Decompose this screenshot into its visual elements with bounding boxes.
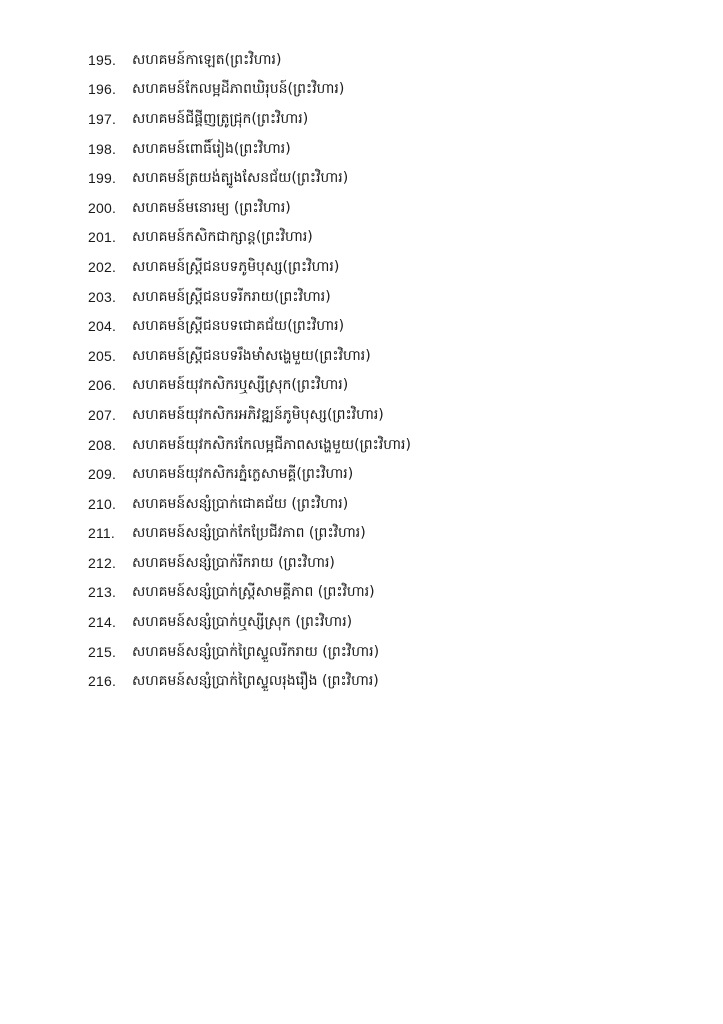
item-number: 195.	[88, 51, 117, 68]
list-item	[88, 666, 688, 696]
item-number: 211.	[88, 525, 116, 542]
item-text: សហគមន៍សន្សំប្រាក់ឬស្សីស្រុក (ព្រះវិហារ)	[132, 614, 353, 631]
item-text: សហគមន៍សន្សំប្រាក់ព្រៃស្ទួលរីករាយ (ព្រះវិហារ)	[132, 643, 380, 660]
community-list	[88, 45, 688, 696]
list-item	[88, 519, 688, 549]
item-number: 210.	[88, 495, 117, 512]
item-number: 207.	[88, 406, 117, 423]
list-item	[88, 607, 688, 637]
list-item	[88, 548, 688, 578]
item-text: សហគមន៍សន្សំប្រាក់កែប្រែជីវភាព (ព្រះវិហារ)	[132, 525, 366, 542]
list-item	[88, 489, 688, 519]
item-number: 202.	[88, 258, 117, 275]
item-number: 200.	[88, 199, 117, 216]
item-text: សហគមន៍ត្រយង់ត្បូងសែនជ័យ(ព្រះវិហារ)	[132, 170, 349, 187]
item-text: សហគមន៍កសិកជាក្សាន្ត(ព្រះវិហារ)	[132, 229, 313, 246]
list-item	[88, 311, 688, 341]
item-text: សហគមន៍សន្សំប្រាក់ស្ត្រីសាមគ្គីភាព (ព្រះវិហារ)	[132, 584, 375, 601]
item-number: 216.	[88, 673, 117, 690]
item-text: សហគមន៍សន្សំប្រាក់រីករាយ (ព្រះវិហារ)	[132, 554, 335, 571]
list-item	[88, 134, 688, 164]
list-item	[88, 75, 688, 105]
item-number: 204.	[88, 318, 117, 335]
item-number: 208.	[88, 436, 117, 453]
item-number: 198.	[88, 140, 117, 157]
list-item	[88, 637, 688, 667]
list-item	[88, 223, 688, 253]
item-number: 215.	[88, 643, 117, 660]
item-number: 197.	[88, 110, 117, 127]
item-text: សហគមន៍ស្ត្រីជនបទភូមិបុស្ស(ព្រះវិហារ)	[132, 258, 340, 275]
item-number: 213.	[88, 584, 117, 601]
item-text: សហគមន៍ស្ត្រីជនបទជោគជ័យ(ព្រះវិហារ)	[132, 318, 345, 335]
item-text: សហគមន៍យុវកសិករអភិវឌ្ឍន៍ភូមិបុស្ស(ព្រះវិហារ)	[132, 406, 384, 423]
item-number: 209.	[88, 466, 117, 483]
item-number: 206.	[88, 377, 117, 394]
list-item	[88, 578, 688, 608]
item-text: សហគមន៍សន្សំប្រាក់ព្រៃស្ទួលរុងរឿង (ព្រះវិហារ)	[132, 673, 379, 690]
list-item	[88, 163, 688, 193]
list-item	[88, 45, 688, 75]
item-number: 205.	[88, 347, 117, 364]
item-number: 203.	[88, 288, 117, 305]
list-item	[88, 282, 688, 312]
list-item	[88, 459, 688, 489]
item-text: សហគមន៍កាឡេត(ព្រះវិហារ)	[132, 51, 282, 68]
item-text: សហគមន៍សន្សំប្រាក់ជោគជ័យ (ព្រះវិហារ)	[132, 495, 349, 512]
list-item	[88, 371, 688, 401]
list-item	[88, 104, 688, 134]
list-item	[88, 400, 688, 430]
item-text: សហគមន៍ពោធិ៍រៀង(ព្រះវិហារ)	[132, 140, 291, 157]
item-number: 214.	[88, 614, 117, 631]
item-text: សហគមន៍ស្ត្រីជនបទរីករាយ(ព្រះវិហារ)	[132, 288, 331, 305]
item-text: សហគមន៍យុវកសិករឬស្សីស្រុក(ព្រះវិហារ)	[132, 377, 349, 394]
list-item	[88, 252, 688, 282]
item-text: សហគមន៍ស្ត្រីជនបទរឹងមាំសង្ហេមួយ(ព្រះវិហារ)	[132, 347, 371, 364]
item-number: 201.	[88, 229, 117, 246]
item-text: សហគមន៍យុវកសិករភ្នំកេ្លសាមគ្គី(ព្រះវិហារ)	[132, 466, 354, 483]
item-text: សហគមន៍ជីផ្គីញត្រូជ្រុក(ព្រះវិហារ)	[132, 110, 309, 127]
item-number: 212.	[88, 554, 117, 571]
list-item	[88, 341, 688, 371]
item-text: សហគមន៍មនោរម្យ (ព្រះវិហារ)	[132, 199, 291, 216]
item-number: 196.	[88, 81, 117, 98]
list-item	[88, 430, 688, 460]
item-number: 199.	[88, 170, 117, 187]
list-item	[88, 193, 688, 223]
item-text: សហគមន៍កែលម្អដីភាពឃិរុបន៍(ព្រះវិហារ)	[132, 81, 345, 98]
item-text: សហគមន៍យុវកសិករកែលម្អជីភាពសង្ហេមួយ(ព្រះវិហារ)	[132, 436, 411, 453]
